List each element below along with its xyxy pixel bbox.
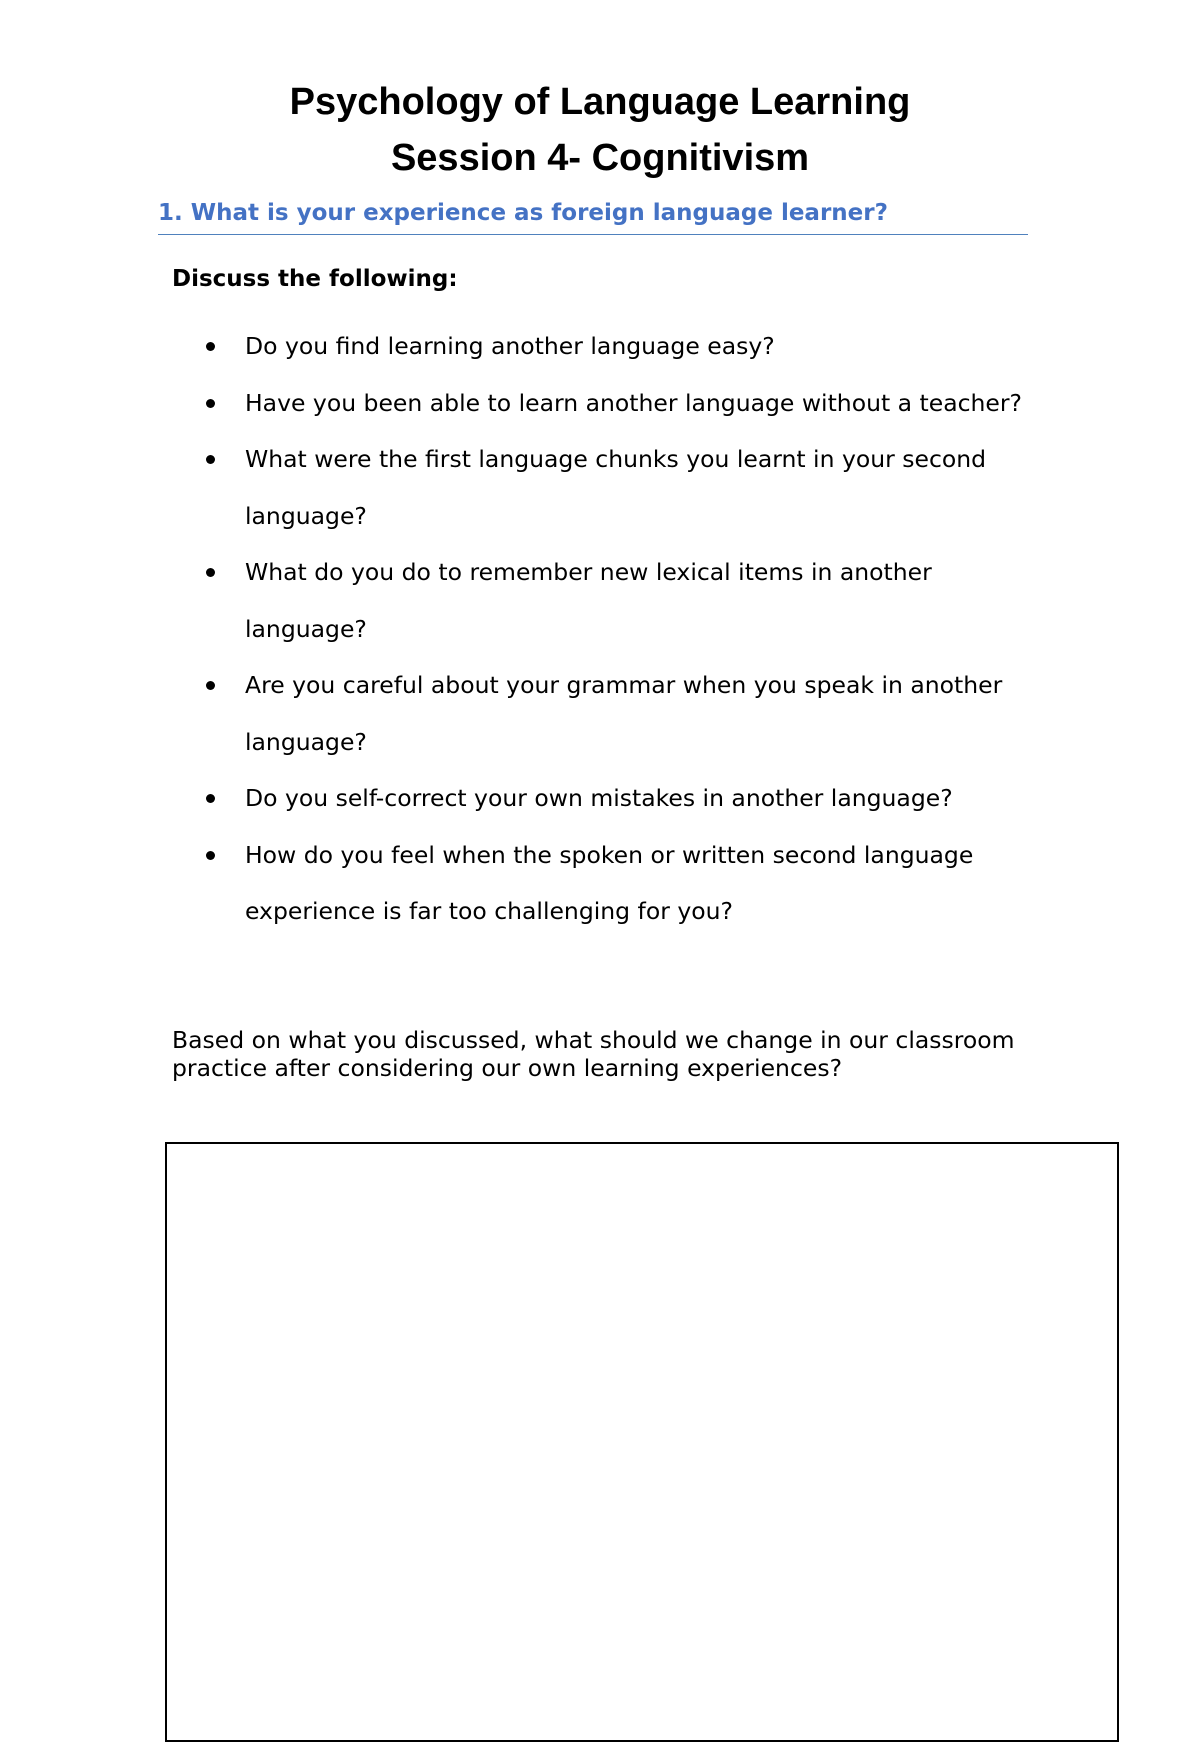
answer-box[interactable] [165,1142,1119,1742]
discussion-question [0,318,1035,375]
discussion-question [0,827,1035,940]
discussion-question [0,657,1035,770]
question-text: Do you find learning another language easy? [245,332,775,360]
discussion-question-list [0,318,1200,940]
bullet-icon [206,794,215,803]
title-line-1: Psychology of Language Learning [289,81,911,123]
discussion-question [0,544,1035,657]
bullet-icon [206,455,215,464]
document-title [0,74,1200,186]
question-text: How do you feel when the spoken or written second language experience is far too challenging for you? [245,840,974,925]
question-text: What do you do to remember new lexical items in another language? [245,558,932,643]
discussion-question [0,375,1035,432]
question-text: Have you been able to learn another language without a teacher? [245,388,1023,417]
title-line-2: Session 4- Cognitivism [390,137,810,179]
discuss-label: Discuss the following: [172,266,458,292]
discussion-question [0,431,1035,544]
bullet-icon [206,568,215,577]
question-text: Do you self-correct your own mistakes in another language? [245,784,953,812]
section-heading: 1. What is your experience as foreign language learner? [158,198,1028,235]
bullet-icon [206,342,215,351]
question-text: What were the first language chunks you learnt in your second language? [245,445,987,530]
question-text: Are you careful about your grammar when you speak in another language? [245,671,1003,756]
bullet-icon [206,681,215,690]
bullet-icon [206,851,215,860]
reflection-prompt: Based on what you discussed, what should we change in our classroom practice after considering our own learning experiences? [172,1026,1015,1082]
bullet-icon [206,399,215,408]
discussion-question [0,770,1035,827]
